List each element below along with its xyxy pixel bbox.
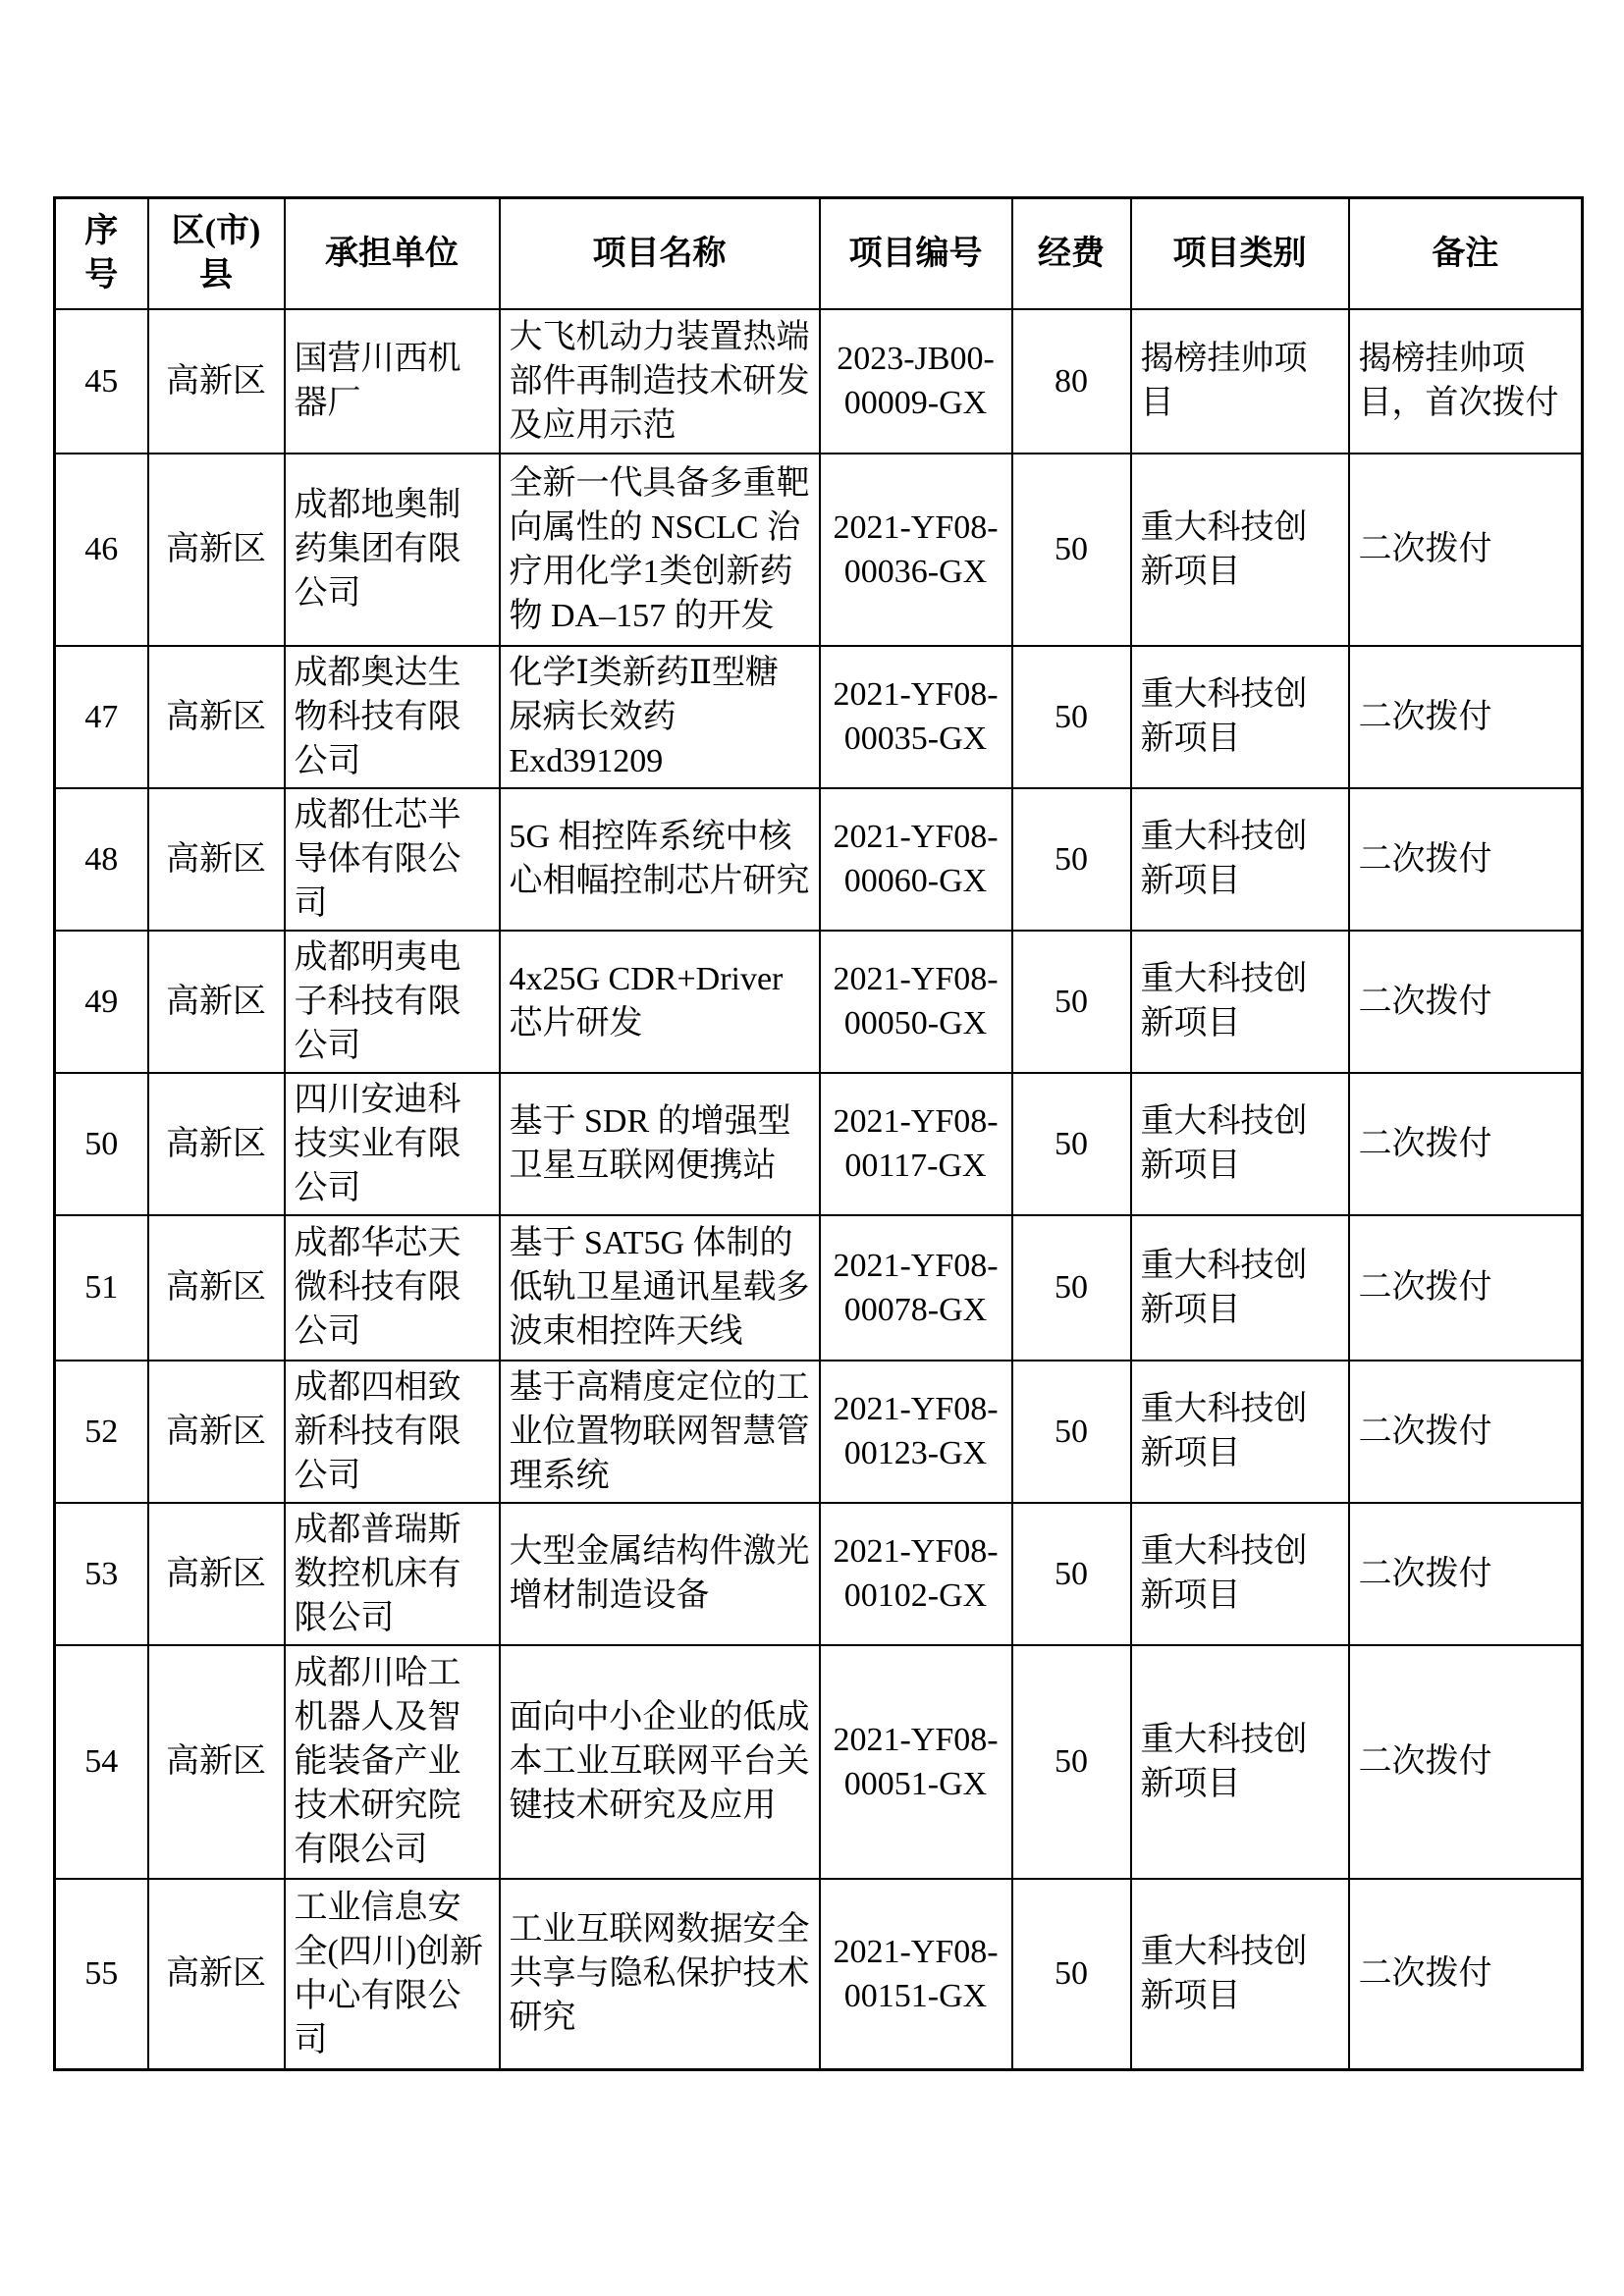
cell-project-code: 2021-YF08-00123-GX <box>820 1361 1012 1503</box>
cell-remark: 二次拨付 <box>1349 931 1583 1073</box>
cell-unit: 成都仕芯半导体有限公司 <box>285 788 500 931</box>
cell-unit: 成都地奥制药集团有限公司 <box>285 454 500 646</box>
cell-category: 重大科技创新项目 <box>1131 1879 1349 2070</box>
cell-unit: 国营川西机器厂 <box>285 309 500 454</box>
cell-project-code: 2021-YF08-00050-GX <box>820 931 1012 1073</box>
cell-project-code: 2021-YF08-00102-GX <box>820 1503 1012 1645</box>
cell-district: 高新区 <box>148 1073 285 1215</box>
header-cell-unit: 承担单位 <box>285 198 500 309</box>
cell-project-code: 2021-YF08-00036-GX <box>820 454 1012 646</box>
cell-category: 重大科技创新项目 <box>1131 1215 1349 1361</box>
cell-no: 49 <box>55 931 148 1073</box>
header-cell-code: 项目编号 <box>820 198 1012 309</box>
cell-fund: 50 <box>1012 931 1131 1073</box>
cell-project-name: 大型金属结构件激光增材制造设备 <box>500 1503 820 1645</box>
cell-project-code: 2021-YF08-00035-GX <box>820 646 1012 788</box>
cell-project-name: 基于 SAT5G 体制的低轨卫星通讯星载多波束相控阵天线 <box>500 1215 820 1361</box>
cell-no: 48 <box>55 788 148 931</box>
cell-category: 重大科技创新项目 <box>1131 454 1349 646</box>
table-row <box>55 1503 1583 1645</box>
cell-fund: 50 <box>1012 788 1131 931</box>
cell-district: 高新区 <box>148 931 285 1073</box>
cell-fund: 50 <box>1012 1361 1131 1503</box>
cell-unit: 成都普瑞斯数控机床有限公司 <box>285 1503 500 1645</box>
table-row <box>55 1215 1583 1361</box>
cell-project-name: 面向中小企业的低成本工业互联网平台关键技术研究及应用 <box>500 1645 820 1879</box>
cell-district: 高新区 <box>148 309 285 454</box>
cell-unit: 成都川哈工机器人及智能装备产业技术研究院有限公司 <box>285 1645 500 1879</box>
cell-fund: 50 <box>1012 1073 1131 1215</box>
cell-fund: 50 <box>1012 1215 1131 1361</box>
table-row <box>55 1073 1583 1215</box>
cell-no: 46 <box>55 454 148 646</box>
cell-project-code: 2021-YF08-00060-GX <box>820 788 1012 931</box>
cell-district: 高新区 <box>148 788 285 931</box>
projects-table <box>53 196 1584 2071</box>
cell-remark: 二次拨付 <box>1349 1879 1583 2070</box>
cell-district: 高新区 <box>148 454 285 646</box>
cell-category: 重大科技创新项目 <box>1131 1361 1349 1503</box>
header-cell-project: 项目名称 <box>500 198 820 309</box>
header-cell-fund: 经费 <box>1012 198 1131 309</box>
cell-category: 揭榜挂帅项目 <box>1131 309 1349 454</box>
cell-project-code: 2021-YF08-00051-GX <box>820 1645 1012 1879</box>
header-cell-category: 项目类别 <box>1131 198 1349 309</box>
projects-table-container <box>53 196 1584 2071</box>
cell-fund: 50 <box>1012 1879 1131 2070</box>
cell-category: 重大科技创新项目 <box>1131 646 1349 788</box>
cell-fund: 50 <box>1012 454 1131 646</box>
cell-unit: 四川安迪科技实业有限公司 <box>285 1073 500 1215</box>
cell-project-name: 基于 SDR 的增强型卫星互联网便携站 <box>500 1073 820 1215</box>
cell-remark: 二次拨付 <box>1349 454 1583 646</box>
cell-unit: 成都明夷电子科技有限公司 <box>285 931 500 1073</box>
cell-project-name: 基于高精度定位的工业位置物联网智慧管理系统 <box>500 1361 820 1503</box>
table-row <box>55 1645 1583 1879</box>
cell-project-name: 5G 相控阵系统中核心相幅控制芯片研究 <box>500 788 820 931</box>
cell-project-name: 化学Ⅰ类新药Ⅱ型糖尿病长效药 Exd391209 <box>500 646 820 788</box>
cell-category: 重大科技创新项目 <box>1131 931 1349 1073</box>
cell-category: 重大科技创新项目 <box>1131 788 1349 931</box>
table-row <box>55 1879 1583 2070</box>
cell-remark: 二次拨付 <box>1349 646 1583 788</box>
table-row <box>55 454 1583 646</box>
cell-remark: 二次拨付 <box>1349 1645 1583 1879</box>
cell-fund: 50 <box>1012 646 1131 788</box>
cell-district: 高新区 <box>148 1645 285 1879</box>
table-row <box>55 646 1583 788</box>
cell-remark: 揭榜挂帅项目，首次拨付 <box>1349 309 1583 454</box>
cell-project-code: 2021-YF08-00117-GX <box>820 1073 1012 1215</box>
cell-district: 高新区 <box>148 1215 285 1361</box>
table-row <box>55 309 1583 454</box>
cell-fund: 50 <box>1012 1645 1131 1879</box>
cell-unit: 成都华芯天微科技有限公司 <box>285 1215 500 1361</box>
cell-project-name: 大飞机动力装置热端部件再制造技术研发及应用示范 <box>500 309 820 454</box>
cell-category: 重大科技创新项目 <box>1131 1645 1349 1879</box>
cell-no: 52 <box>55 1361 148 1503</box>
cell-remark: 二次拨付 <box>1349 1503 1583 1645</box>
header-cell-district: 区(市)县 <box>148 198 285 309</box>
cell-no: 53 <box>55 1503 148 1645</box>
cell-no: 45 <box>55 309 148 454</box>
cell-no: 51 <box>55 1215 148 1361</box>
header-row <box>55 198 1583 309</box>
cell-district: 高新区 <box>148 646 285 788</box>
cell-remark: 二次拨付 <box>1349 1215 1583 1361</box>
cell-project-name: 全新一代具备多重靶向属性的 NSCLC 治疗用化学1类创新药物 DA–157 的开发 <box>500 454 820 646</box>
header-cell-no: 序号 <box>55 198 148 309</box>
header-cell-remark: 备注 <box>1349 198 1583 309</box>
cell-category: 重大科技创新项目 <box>1131 1503 1349 1645</box>
cell-remark: 二次拨付 <box>1349 1073 1583 1215</box>
cell-project-code: 2021-YF08-00151-GX <box>820 1879 1012 2070</box>
table-row <box>55 788 1583 931</box>
cell-no: 54 <box>55 1645 148 1879</box>
table-row <box>55 1361 1583 1503</box>
cell-remark: 二次拨付 <box>1349 788 1583 931</box>
cell-project-name: 4x25G CDR+Driver 芯片研发 <box>500 931 820 1073</box>
cell-project-code: 2021-YF08-00078-GX <box>820 1215 1012 1361</box>
cell-no: 50 <box>55 1073 148 1215</box>
cell-unit: 成都四相致新科技有限公司 <box>285 1361 500 1503</box>
cell-district: 高新区 <box>148 1503 285 1645</box>
cell-category: 重大科技创新项目 <box>1131 1073 1349 1215</box>
cell-district: 高新区 <box>148 1361 285 1503</box>
cell-unit: 成都奥达生物科技有限公司 <box>285 646 500 788</box>
cell-fund: 50 <box>1012 1503 1131 1645</box>
cell-project-code: 2023-JB00-00009-GX <box>820 309 1012 454</box>
cell-fund: 80 <box>1012 309 1131 454</box>
cell-no: 55 <box>55 1879 148 2070</box>
cell-project-name: 工业互联网数据安全共享与隐私保护技术研究 <box>500 1879 820 2070</box>
cell-no: 47 <box>55 646 148 788</box>
cell-district: 高新区 <box>148 1879 285 2070</box>
cell-unit: 工业信息安全(四川)创新中心有限公司 <box>285 1879 500 2070</box>
cell-remark: 二次拨付 <box>1349 1361 1583 1503</box>
table-row <box>55 931 1583 1073</box>
